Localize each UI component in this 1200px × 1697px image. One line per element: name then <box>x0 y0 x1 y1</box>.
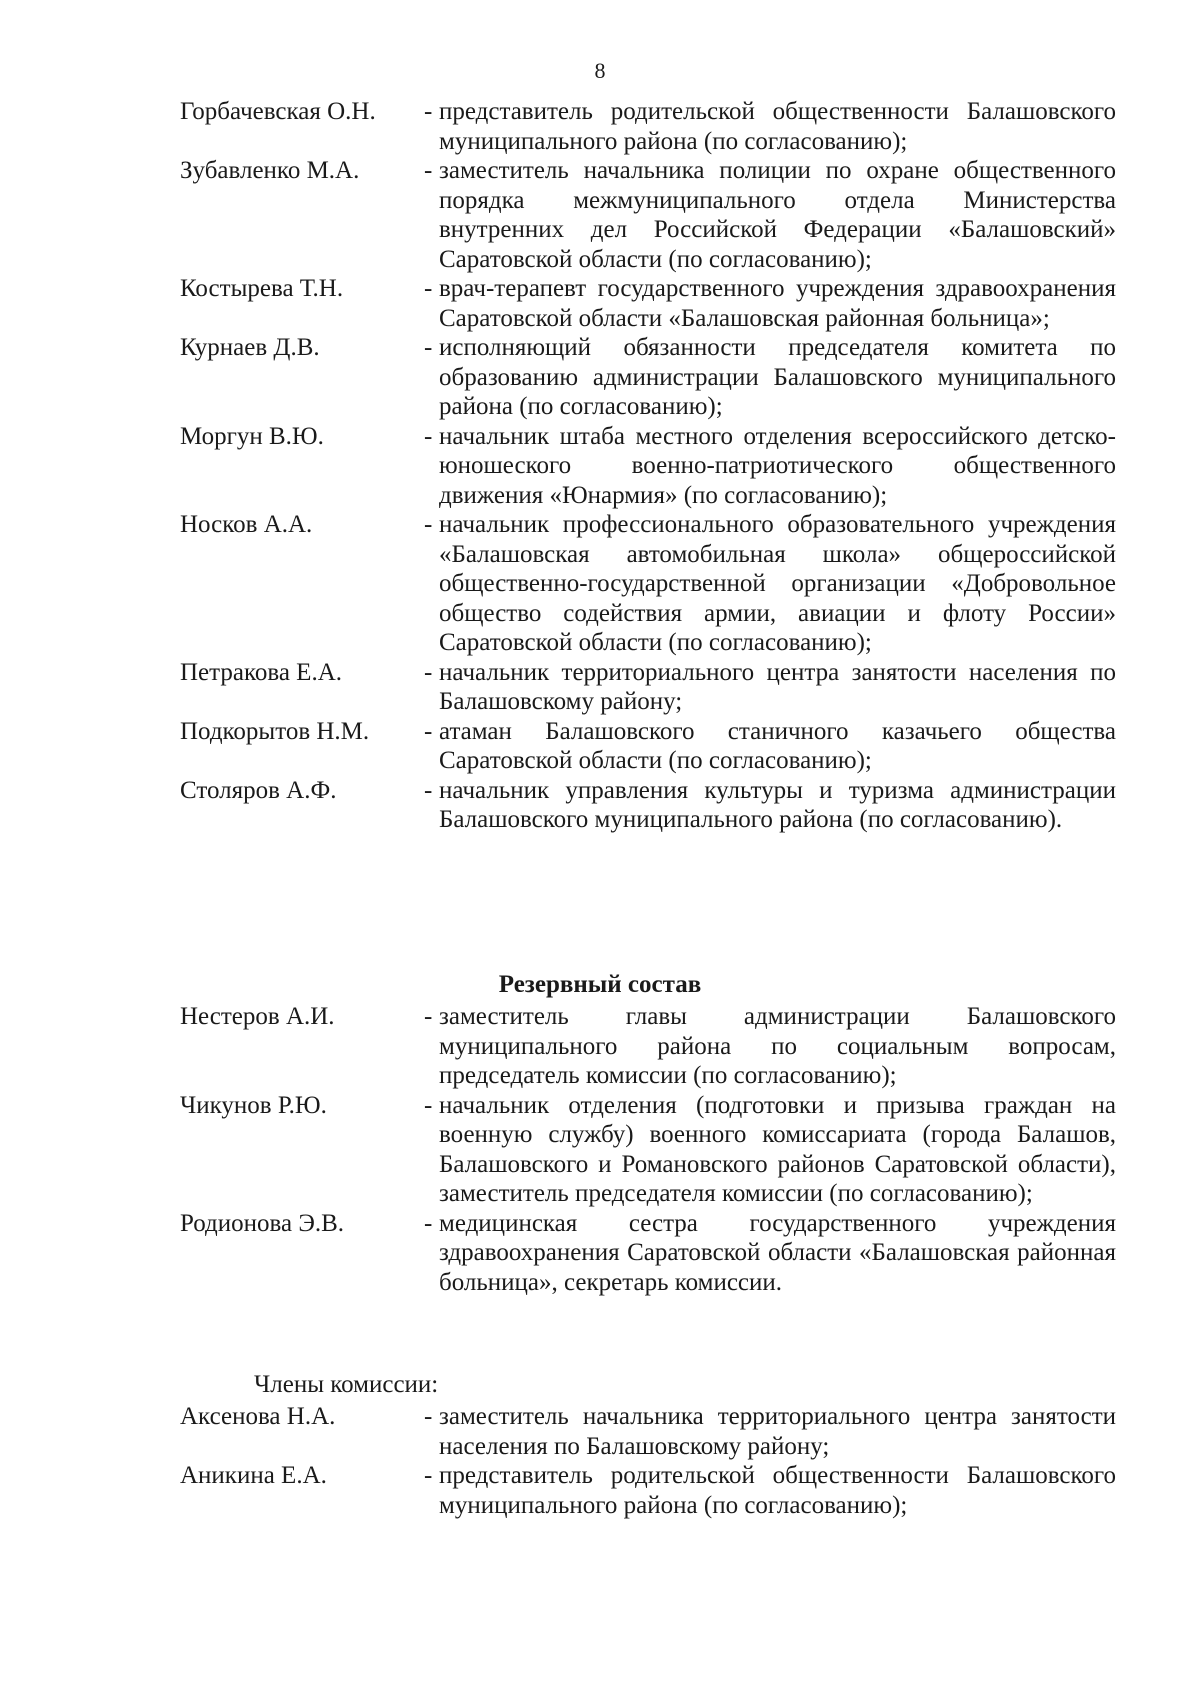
member-description: исполняющий обязанности председателя комитета по образованию администрации Балашовского муниципального района (по согласованию); <box>439 334 1116 420</box>
reserve-heading: Резервный состав <box>498 971 702 998</box>
member-description: представитель родительской общественности Балашовского муниципального района (по согласованию); <box>439 98 1116 155</box>
member-description: начальник профессионального образовательного учреждения «Балашовская автомобильная школа» общероссийской общественно-государственной организации «Добровольное общество содействия армии, авиации и флоту России» Саратовской области (по согласованию); <box>439 511 1116 656</box>
dash: - <box>424 658 433 686</box>
member-name: Горбачевская О.Н. <box>180 98 376 125</box>
dash: - <box>424 1209 433 1237</box>
member-entry <box>0 1002 1200 1091</box>
member-name: Столяров А.Ф. <box>180 776 337 804</box>
member-entry <box>0 333 1200 422</box>
member-description: медицинская сестра государственного учреждения здравоохранения Саратовской области «Балашовская районная больница», секретарь комиссии. <box>439 1209 1116 1296</box>
member-name: Аникина Е.А. <box>180 1462 327 1489</box>
member-description: начальник управления культуры и туризма администрации Балашовского муниципального района (по согласованию). <box>439 776 1116 833</box>
dash: - <box>424 422 433 450</box>
member-description: начальник отделения (подготовки и призыва граждан на военную службу) военного комиссариата (города Балашов, Балашовского и Романовского районов Саратовской области), заместитель председателя комиссии (по согласованию); <box>439 1091 1116 1207</box>
member-entry <box>0 1091 1200 1209</box>
member-name: Зубавленко М.А. <box>180 157 360 184</box>
dash: - <box>424 157 433 184</box>
member-entry <box>0 1461 1200 1520</box>
member-description: заместитель начальника полиции по охране общественного порядка межмуниципального отдела Министерства внутренних дел Российской Федерации «Балашовский» Саратовской области (по согласованию); <box>439 157 1116 273</box>
member-entry <box>0 1402 1200 1461</box>
member-name: Родионова Э.В. <box>180 1209 345 1237</box>
member-entry <box>0 422 1200 511</box>
dash: - <box>424 334 433 361</box>
dash: - <box>424 275 433 302</box>
dash: - <box>424 1403 433 1430</box>
member-entry <box>0 274 1200 333</box>
dash: - <box>424 1462 433 1489</box>
member-name: Аксенова Н.А. <box>180 1403 336 1430</box>
dash: - <box>424 776 433 804</box>
member-description: представитель родительской общественности Балашовского муниципального района (по согласованию); <box>439 1462 1116 1519</box>
member-description: врач-терапевт государственного учреждения здравоохранения Саратовской области «Балашовская районная больница»; <box>439 275 1116 332</box>
member-name: Петракова Е.А. <box>180 658 342 686</box>
member-description: атаман Балашовского станичного казачьего общества Саратовской области (по согласованию); <box>439 717 1116 774</box>
member-description: заместитель начальника территориального центра занятости населения по Балашовскому району; <box>439 1403 1116 1460</box>
reserve-members-list <box>0 1402 1200 1520</box>
member-description: заместитель главы администрации Балашовского муниципального района по социальным вопросам, председатель комиссии (по согласованию); <box>439 1003 1116 1089</box>
member-entry <box>0 97 1200 156</box>
dash: - <box>424 717 433 745</box>
member-name: Моргун В.Ю. <box>180 422 324 450</box>
dash: - <box>424 511 433 538</box>
member-entry <box>0 658 1200 717</box>
member-description: начальник территориального центра занятости населения по Балашовскому району; <box>439 658 1116 715</box>
reserve-leaders-list <box>0 1002 1200 1297</box>
page-number: 8 <box>594 58 606 83</box>
member-entry <box>0 717 1200 776</box>
members-list <box>0 97 1200 835</box>
dash: - <box>424 98 433 125</box>
member-name: Костырева Т.Н. <box>180 275 344 302</box>
member-entry <box>0 510 1200 658</box>
member-entry <box>0 1209 1200 1298</box>
member-name: Нестеров А.И. <box>180 1003 335 1030</box>
member-description: начальник штаба местного отделения всероссийского детско-юношеского военно-патриотического общественного движения «Юнармия» (по согласованию); <box>439 422 1116 509</box>
members-label: Члены комиссии: <box>254 1371 439 1398</box>
member-name: Подкорытов Н.М. <box>180 717 370 745</box>
dash: - <box>424 1091 433 1119</box>
member-entry <box>0 776 1200 835</box>
member-name: Курнаев Д.В. <box>180 334 320 361</box>
member-name: Чикунов Р.Ю. <box>180 1091 327 1119</box>
member-entry <box>0 156 1200 274</box>
member-name: Носков А.А. <box>180 511 313 538</box>
dash: - <box>424 1003 433 1030</box>
